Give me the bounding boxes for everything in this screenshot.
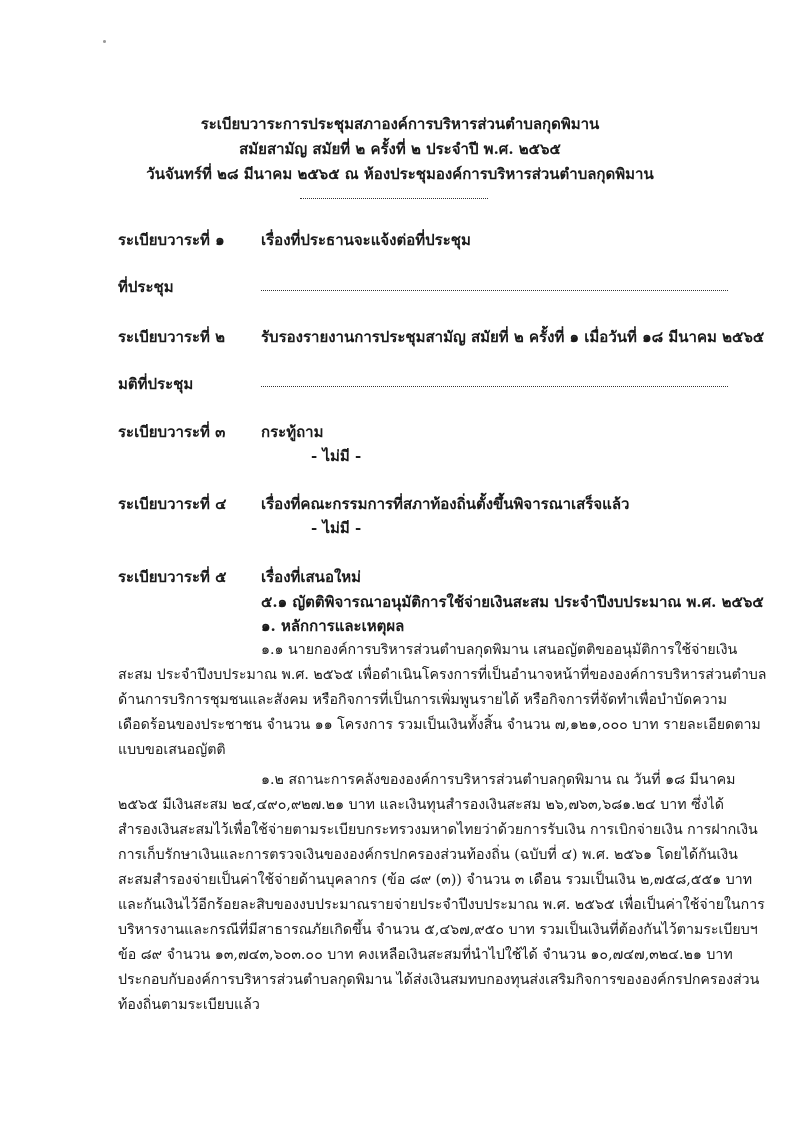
meeting-fill-line [261,290,728,291]
paragraph-2-line: ๒๕๖๕ มีเงินสะสม ๒๔,๔๙๐,๙๒๗.๒๑ บาท และเงินทุนสำรองเงินสะสม ๒๖,๗๖๓,๖๘๑.๒๔ บาท ซึ่งได้ [118,797,725,813]
paragraph-2-line: บริหารงานและกรณีที่มีสาธารณภัยเกิดขึ้น จำนวน ๕,๔๖๗,๙๕๐ บาท รวมเป็นเงินที่ต้องกันไว้ตามระเบียบฯ [118,922,758,938]
paragraph-1-line: ด้านการบริการชุมชนและสังคม หรือกิจการที่เป็นการเพิ่มพูนรายได้ หรือกิจการที่จัดทำเพื่อบำบัดความ [118,692,728,708]
header-divider [300,198,488,199]
paragraph-1-line: แบบขอเสนอญัตติ [118,742,226,758]
meeting-label: ที่ประชุม [118,278,174,296]
doc-date-venue: วันจันทร์ที่ ๒๘ มีนาคม ๒๕๖๕ ณ ห้องประชุมองค์การบริหารส่วนตำบลกุดพิมาน [146,165,654,183]
agenda-5-subtitle: ๕.๑ ญัตติพิจารณาอนุมัติการใช้จ่ายเงินสะสม ประจำปีงบประมาณ พ.ศ. ๒๕๖๕ [261,593,764,611]
agenda-2-title: รับรองรายงานการประชุมสามัญ สมัยที่ ๒ ครั้งที่ ๑ เมื่อวันที่ ๑๘ มีนาคม ๒๕๖๕ [261,328,765,346]
agenda-3-title: กระทู้ถาม [261,423,324,441]
paragraph-2-line: สะสมสำรองจ่ายเป็นค่าใช้จ่ายด้านบุคลากร (ข้อ ๘๙ (๓)) จำนวน ๓ เดือน รวมเป็นเงิน ๒,๗๕๘,๕๕๑ บาท [118,872,753,888]
agenda-5-title: เรื่องที่เสนอใหม่ [261,568,362,586]
resolution-fill-line [261,386,728,387]
agenda-4-title: เรื่องที่คณะกรรมการที่สภาท้องถิ่นตั้งขึ้นพิจารณาเสร็จแล้ว [261,495,630,513]
paragraph-2-line: ข้อ ๘๙ จำนวน ๑๓,๗๔๓,๖๐๓.๐๐ บาท คงเหลือเงินสะสมที่นำไปใช้ได้ จำนวน ๑๐,๗๔๗,๓๒๔.๒๑ บาท [118,947,733,963]
paragraph-2-line: ท้องถิ่นตามระเบียบแล้ว [118,997,260,1013]
paragraph-2-line: และกันเงินไว้อีกร้อยละสิบของงบประมาณรายจ่ายประจำปีงบประมาณ พ.ศ. ๒๕๖๕ เพื่อเป็นค่าใช้จ่ายในการ [118,897,765,913]
paragraph-2-line: ๑.๒ สถานะการคลังขององค์การบริหารส่วนตำบลกุดพิมาน ณ วันที่ ๑๘ มีนาคม [261,772,736,788]
doc-title: ระเบียบวาระการประชุมสภาองค์การบริหารส่วนตำบลกุดพิมาน [200,115,600,133]
resolution-label: มติที่ประชุม [118,375,194,393]
agenda-5-section-heading: ๑. หลักการและเหตุผล [261,617,405,635]
paragraph-2-line: การเก็บรักษาเงินและการตรวจเงินขององค์กรปกครองส่วนท้องถิ่น (ฉบับที่ ๔) พ.ศ. ๒๕๖๑ โดยได้กันเงิน [118,847,738,863]
scan-speck [103,40,106,43]
paragraph-2-line: ประกอบกับองค์การบริหารส่วนตำบลกุดพิมาน ได้ส่งเงินสมทบกองทุนส่งเสริมกิจการขององค์กรปกครองส่วน [118,972,760,988]
paragraph-2-line: สำรองเงินสะสมไว้เพื่อใช้จ่ายตามระเบียบกระทรวงมหาดไทยว่าด้วยการรับเงิน การเบิกจ่ายเงิน การฝากเงิน [118,822,758,838]
agenda-3-note: - ไม่มี - [311,447,362,465]
agenda-1-label: ระเบียบวาระที่ ๑ [118,231,225,249]
paragraph-1-line: ๑.๑ นายกองค์การบริหารส่วนตำบลกุดพิมาน เสนอญัตติขออนุมัติการใช้จ่ายเงิน [261,642,738,658]
agenda-4-label: ระเบียบวาระที่ ๔ [118,495,227,513]
paragraph-1-line: เดือดร้อนของประชาชน จำนวน ๑๑ โครงการ รวมเป็นเงินทั้งสิ้น จำนวน ๗,๑๒๑,๐๐๐ บาท รายละเอียดตาม [118,717,761,733]
agenda-1-title: เรื่องที่ประธานจะแจ้งต่อที่ประชุม [261,231,471,249]
agenda-3-label: ระเบียบวาระที่ ๓ [118,423,226,441]
agenda-2-label: ระเบียบวาระที่ ๒ [118,328,226,346]
doc-subtitle: สมัยสามัญ สมัยที่ ๒ ครั้งที่ ๒ ประจำปี พ.ศ. ๒๕๖๕ [239,140,561,158]
agenda-5-label: ระเบียบวาระที่ ๕ [118,568,227,586]
agenda-4-note: - ไม่มี - [311,519,362,537]
paragraph-1-line: สะสม ประจำปีงบประมาณ พ.ศ. ๒๕๖๕ เพื่อดำเนินโครงการที่เป็นอำนาจหน้าที่ขององค์การบริหารส่วนตำบล [118,667,767,683]
